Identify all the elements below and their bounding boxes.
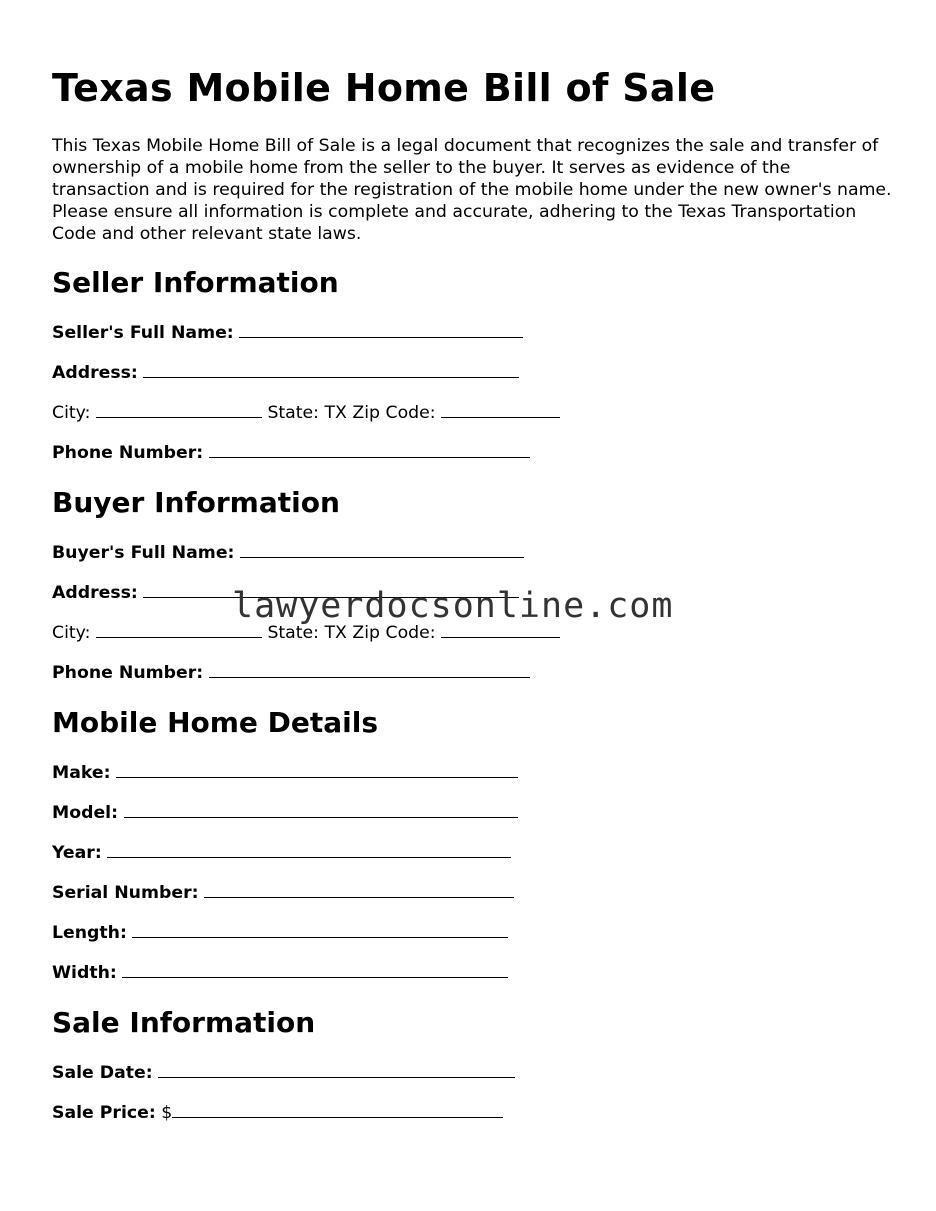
seller-city-label: City:: [52, 403, 91, 423]
length-blank[interactable]: [132, 922, 508, 938]
bill-of-sale-document: [52, 62, 892, 245]
buyer-phone-blank[interactable]: [209, 662, 530, 678]
model-blank[interactable]: [124, 802, 518, 818]
year-label: Year:: [52, 843, 102, 863]
seller-city-state-zip-field[interactable]: [52, 402, 560, 424]
intro-paragraph: This Texas Mobile Home Bill of Sale is a legal document that recognizes the sale and transfer of ownership of a mobile home from the seller to the buyer. It serves as evidence of the transaction and is required for the registration of the mobile home under the new owner's name. Please ensure all information is complete and accurate, adhering to the Texas Transportation Code and other relevant state laws.: [52, 136, 892, 244]
seller-address-field[interactable]: [52, 362, 519, 384]
buyer-phone-field[interactable]: [52, 662, 530, 684]
seller-zip-label: Zip Code:: [352, 403, 436, 423]
seller-address-blank[interactable]: [143, 362, 519, 378]
sale-date-blank[interactable]: [158, 1062, 515, 1078]
currency-symbol: $: [161, 1103, 173, 1123]
buyer-heading: Buyer Information: [52, 486, 340, 519]
seller-name-label: Seller's Full Name:: [52, 323, 234, 343]
seller-phone-blank[interactable]: [209, 442, 530, 458]
buyer-state-label: State: TX: [267, 623, 347, 643]
sale-date-field[interactable]: [52, 1062, 515, 1084]
buyer-address-label: Address:: [52, 583, 138, 603]
serial-number-label: Serial Number:: [52, 883, 199, 903]
sale-date-label: Sale Date:: [52, 1063, 153, 1083]
length-field[interactable]: [52, 922, 508, 944]
buyer-name-blank[interactable]: [240, 542, 524, 558]
seller-phone-label: Phone Number:: [52, 443, 204, 463]
seller-name-blank[interactable]: [239, 322, 523, 338]
seller-phone-field[interactable]: [52, 442, 530, 464]
buyer-name-field[interactable]: [52, 542, 524, 564]
sale-price-blank[interactable]: [172, 1102, 503, 1118]
seller-state-label: State: TX: [267, 403, 347, 423]
sale-price-field[interactable]: [52, 1102, 503, 1124]
width-blank[interactable]: [122, 962, 508, 978]
serial-number-blank[interactable]: [204, 882, 514, 898]
seller-heading: Seller Information: [52, 266, 339, 299]
model-label: Model:: [52, 803, 118, 823]
width-field[interactable]: [52, 962, 508, 984]
year-blank[interactable]: [107, 842, 511, 858]
sale-price-label: Sale Price:: [52, 1103, 156, 1123]
buyer-name-label: Buyer's Full Name:: [52, 543, 235, 563]
make-blank[interactable]: [116, 762, 518, 778]
home-details-heading: Mobile Home Details: [52, 706, 379, 739]
document-title: Texas Mobile Home Bill of Sale: [52, 66, 716, 110]
seller-name-field[interactable]: [52, 322, 523, 344]
buyer-zip-label: Zip Code:: [352, 623, 436, 643]
sale-heading: Sale Information: [52, 1006, 316, 1039]
make-label: Make:: [52, 763, 111, 783]
year-field[interactable]: [52, 842, 511, 864]
seller-address-label: Address:: [52, 363, 138, 383]
seller-city-blank[interactable]: [96, 402, 262, 418]
make-field[interactable]: [52, 762, 518, 784]
model-field[interactable]: [52, 802, 518, 824]
buyer-phone-label: Phone Number:: [52, 663, 204, 683]
buyer-city-label: City:: [52, 623, 91, 643]
watermark-text: lawyerdocsonline.com: [232, 586, 674, 626]
width-label: Width:: [52, 963, 117, 983]
seller-zip-blank[interactable]: [441, 402, 560, 418]
serial-number-field[interactable]: [52, 882, 514, 904]
length-label: Length:: [52, 923, 127, 943]
